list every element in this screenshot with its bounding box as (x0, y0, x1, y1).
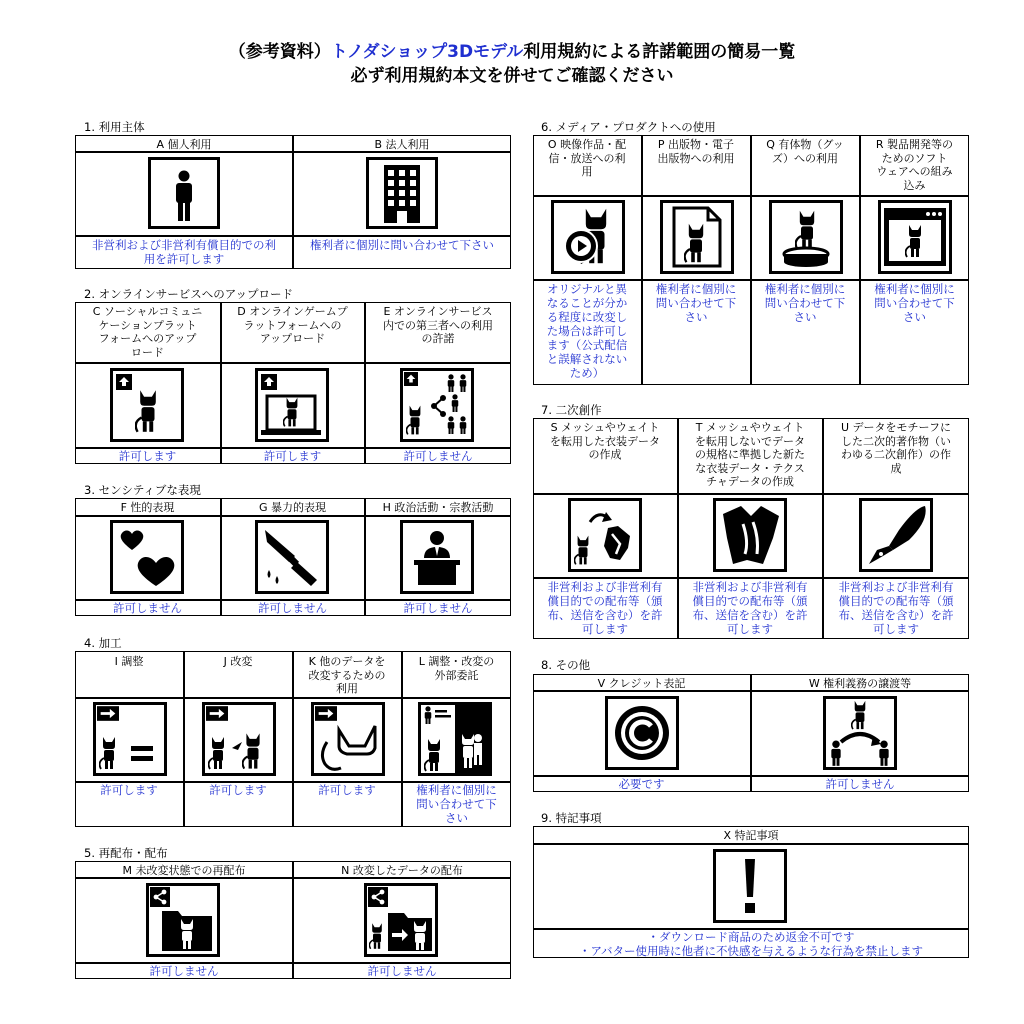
title-shop-name: トノダショップ3Dモデル (330, 42, 524, 62)
label-x: X 特記事項 (723, 829, 779, 842)
label-i: I 調整 (114, 655, 144, 668)
section-1-title: 1. 利用主体 (84, 120, 145, 134)
answer-v: 必要です (618, 777, 665, 791)
figure-icon (769, 200, 843, 274)
share-modified-icon (364, 883, 438, 957)
cat-ears-icon (311, 702, 385, 776)
answer-f: 許可しません (113, 601, 182, 615)
knife-icon (255, 520, 329, 594)
answer-x: ・ダウンロード商品のため返金不可です ・アバター使用時に他者に不快感を与えるような行為を禁止します (578, 930, 924, 958)
label-v: V クレジット表記 (597, 677, 686, 690)
outsource-icon (418, 702, 492, 776)
answer-t: 非営利および非営利有 償目的での配布等（頒 布、送信を含む）を許 可します (692, 580, 808, 636)
label-d: D オンラインゲームプ ラットフォームへの アップロード (237, 305, 348, 345)
upload-game-icon (255, 368, 329, 442)
section-6-title: 6. メディア・プロダクトへの使用 (541, 120, 716, 134)
title-prefix: （参考資料） (228, 42, 331, 62)
answer-e: 許可しません (403, 449, 473, 463)
video-icon (551, 200, 625, 274)
label-c: C ソーシャルコミュニ ケーションプラット フォームへのアップ ロード (92, 305, 203, 359)
person-icon (148, 157, 220, 229)
label-h: H 政治活動・宗教活動 (382, 501, 494, 514)
hearts-icon (110, 520, 184, 594)
answer-k: 許可します (318, 783, 376, 797)
building-icon (366, 157, 438, 229)
modify-icon (202, 702, 276, 776)
label-o: O 映像作品・配 信・放送への利 用 (547, 138, 627, 178)
label-a: A 個人利用 (156, 138, 212, 151)
answer-g: 許可しません (258, 601, 327, 615)
label-m: M 未改変状態での再配布 (122, 864, 246, 877)
copyright-icon (605, 696, 679, 770)
section-9-title: 9. 特記事項 (541, 811, 602, 825)
label-l: L 調整・改変の 外部委託 (418, 655, 495, 682)
label-s: S メッシュやウェイト を転用した衣装データ の作成 (550, 421, 660, 461)
answer-n: 許可しません (367, 964, 437, 978)
adjust-icon (93, 702, 167, 776)
label-g: G 暴力的表現 (258, 501, 327, 514)
title-suffix: 利用規約による許諾範囲の簡易一覧 (523, 42, 796, 62)
answer-u: 非営利および非営利有 償目的での配布等（頒 布、送信を含む）を許 可します (838, 580, 954, 636)
page-title (0, 41, 1024, 63)
answer-i: 許可します (100, 783, 158, 797)
answer-c: 許可します (118, 449, 177, 463)
answer-r: 権利者に個別に 問い合わせて下 さい (874, 282, 955, 324)
section-7-title: 7. 二次創作 (541, 403, 602, 417)
answer-o: オリジナルと異 なることが分か る程度に改変し た場合は許可し ます（公式配信 と誤解されない ため） (546, 282, 628, 380)
answer-a: 非営利および非営利有償目的での利 用を許可します (92, 238, 276, 266)
transfer-icon (823, 696, 897, 770)
upload-avatar-icon (110, 368, 184, 442)
label-k: K 他のデータを 改変するための 利用 (308, 655, 386, 695)
section-2-title: 2. オンラインサービスへのアップロード (84, 287, 293, 301)
answer-l: 権利者に個別に 問い合わせて下 さい (416, 783, 497, 825)
label-n: N 改変したデータの配布 (341, 864, 463, 877)
page-subtitle: 必ず利用規約本文を併せてご確認ください (350, 66, 674, 86)
label-j: J 改変 (223, 655, 253, 668)
share-third-party-icon (400, 368, 474, 442)
label-b: B 法人利用 (374, 138, 430, 151)
answer-h: 許可しません (403, 601, 473, 615)
section-3-title: 3. センシティブな表現 (84, 483, 201, 497)
answer-s: 非営利および非営利有 償目的での配布等（頒 布、送信を含む）を許 可します (547, 580, 663, 636)
answer-m: 許可しません (149, 964, 219, 978)
answer-p: 権利者に個別に 問い合わせて下 さい (655, 282, 737, 324)
answer-w: 許可しません (825, 777, 895, 791)
software-icon (878, 200, 952, 274)
section-8-title: 8. その他 (541, 658, 591, 672)
answer-q: 権利者に個別に 問い合わせて下 さい (764, 282, 846, 324)
costume-icon (713, 498, 787, 572)
costume-transfer-icon (568, 498, 642, 572)
pen-icon (859, 498, 933, 572)
label-t: T メッシュやウェイト を転用しないでデータ の規格に準拠した新た な衣装データ・テクス チャデータの作成 (695, 421, 805, 488)
answer-j: 許可します (209, 783, 267, 797)
label-w: W 権利義務の譲渡等 (808, 677, 912, 690)
label-p: P 出版物・電子 出版物への利用 (657, 138, 735, 165)
answer-d: 許可します (263, 449, 322, 463)
label-f: F 性的表現 (120, 501, 175, 514)
label-e: E オンラインサービス 内での第三者への利用 の許諾 (383, 305, 493, 345)
label-q: Q 有体物（グッ ズ）への利用 (766, 138, 844, 165)
section-4-title: 4. 加工 (84, 636, 122, 650)
label-r: R 製品開発等の ためのソフト ウェアへの組み 込み (875, 138, 954, 192)
answer-b: 権利者に個別に問い合わせて下さい (310, 238, 494, 252)
exclamation-icon (713, 849, 787, 923)
share-folder-icon (146, 883, 220, 957)
label-u: U データをモチーフに した二次的著作物（い わゆる二次創作）の作 成 (841, 421, 951, 475)
podium-icon (400, 520, 474, 594)
section-5-title: 5. 再配布・配布 (84, 846, 168, 860)
publication-icon (660, 200, 734, 274)
